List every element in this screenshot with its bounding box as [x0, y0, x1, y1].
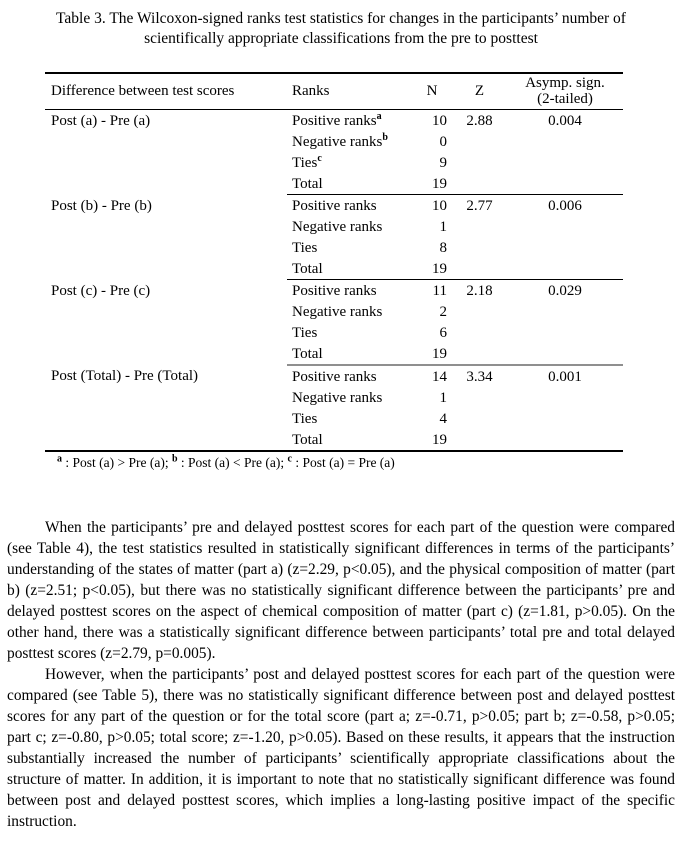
z-cell — [452, 322, 507, 343]
z-cell: 2.88 — [466, 112, 493, 129]
n-cell: 4 — [439, 410, 447, 427]
n-cell: 8 — [439, 239, 447, 256]
table-row — [45, 195, 623, 217]
z-cell: 2.18 — [452, 280, 507, 302]
n-cell: 19 — [432, 175, 447, 192]
rank-cell — [287, 280, 412, 302]
sig-cell — [507, 429, 623, 451]
sig-cell — [507, 152, 623, 173]
footnote-marker: b — [171, 453, 178, 465]
rank-cell — [287, 131, 412, 152]
footnote-marker: a — [376, 110, 382, 122]
sig-cell: 0.004 — [548, 112, 582, 129]
rank-cell — [287, 173, 412, 195]
sig-cell: 0.001 — [507, 365, 623, 387]
sig-cell: 0.006 — [507, 195, 623, 217]
z-cell — [452, 258, 507, 280]
z-cell — [452, 408, 507, 429]
wilcoxon-table — [45, 72, 623, 452]
footnote-marker: b — [382, 131, 388, 143]
table-row — [45, 365, 623, 387]
col-header-asymp-line-1: Asymp. sign. — [525, 75, 605, 91]
z-cell — [452, 429, 507, 451]
rank-label: Total — [292, 345, 323, 362]
footnote-text: : Post (a) < Pre (a); — [177, 455, 288, 470]
footnote-text: : Post (a) > Pre (a); — [62, 455, 172, 470]
col-header-asymp-line-2: (2-tailed) — [537, 91, 593, 107]
n-cell: 1 — [439, 389, 447, 406]
rank-cell — [287, 301, 412, 322]
rank-cell — [287, 387, 412, 408]
sig-cell: 0.029 — [507, 280, 623, 302]
z-cell — [452, 173, 507, 195]
rank-cell — [287, 408, 412, 429]
table-header-row — [45, 73, 623, 110]
sig-cell — [507, 258, 623, 280]
difference-cell: Post (a) - Pre (a) — [51, 113, 151, 129]
z-cell: 2.77 — [452, 195, 507, 217]
rank-cell — [287, 216, 412, 237]
n-cell: 19 — [432, 431, 447, 448]
n-cell: 2 — [439, 303, 447, 320]
z-cell — [452, 237, 507, 258]
n-cell: 14 — [412, 365, 452, 387]
rank-label: Negative ranks — [292, 218, 383, 235]
rank-cell — [287, 365, 412, 387]
table-caption — [0, 0, 682, 49]
col-header-ranks: Ranks — [287, 73, 412, 110]
n-cell: 9 — [439, 154, 447, 171]
caption-line-2: scientifically appropriate classifications from the pre to posttest — [144, 30, 538, 47]
n-cell: 10 — [432, 112, 447, 129]
rank-label: Negative ranks — [292, 133, 383, 150]
sig-cell — [507, 131, 623, 152]
col-header-n: N — [412, 73, 452, 110]
sig-cell — [507, 322, 623, 343]
rank-cell — [287, 429, 412, 451]
z-cell: 3.34 — [452, 365, 507, 387]
col-header-asymp-sign — [507, 73, 623, 110]
sig-cell — [507, 387, 623, 408]
footnote-marker: c — [287, 453, 292, 465]
col-header-z: Z — [452, 73, 507, 110]
n-cell: 19 — [432, 345, 447, 362]
rank-label: Ties — [292, 239, 318, 256]
z-cell — [452, 387, 507, 408]
rank-label: Ties — [292, 410, 318, 427]
rank-cell — [287, 258, 412, 280]
body-text — [7, 517, 675, 832]
rank-label: Negative ranks — [292, 389, 383, 406]
sig-cell — [507, 343, 623, 365]
rank-label: Ties — [292, 324, 318, 341]
sig-cell — [507, 301, 623, 322]
z-cell — [452, 343, 507, 365]
n-cell: 1 — [439, 218, 447, 235]
z-cell — [452, 152, 507, 173]
sig-cell — [507, 216, 623, 237]
footnote-text: : Post (a) = Pre (a) — [291, 455, 395, 470]
footnote-marker: a — [57, 453, 62, 465]
difference-cell: Post (Total) - Pre (Total) — [51, 368, 199, 384]
difference-cell: Post (c) - Pre (c) — [51, 282, 151, 299]
rank-cell — [287, 195, 412, 217]
col-header-difference: Difference between test scores — [45, 73, 287, 110]
table-footnote — [57, 454, 682, 471]
sig-cell — [507, 237, 623, 258]
paragraph-delayed-posttest: When the participants’ pre and delayed posttest scores for each part of the question were compared (see Table 4), the test statistics resulted in statistically significant differences in terms of the participants’ understanding of the states of matter (part a) (z=2.29, p<0.05), and the physical composition of matter (part b) (z=2.51; p<0.05), but there was no statistically significant difference between the participants’ pre and delayed posttest scores on the aspect of chemical composition of matter (part c) (z=1.81, p>0.05). On the other hand, there was a statistically significant difference between participants’ total pre and total delayed posttest scores (z=2.79, p=0.005). — [7, 519, 675, 662]
rank-label: Total — [292, 431, 323, 448]
z-cell — [452, 301, 507, 322]
rank-label: Positive ranks — [292, 197, 377, 214]
rank-label: Total — [292, 175, 323, 192]
table-row — [45, 110, 623, 132]
sig-cell — [507, 408, 623, 429]
rank-cell — [287, 343, 412, 365]
caption-line-1: Table 3. The Wilcoxon-signed ranks test statistics for changes in the participants’ number of — [56, 10, 626, 27]
rank-label: Total — [292, 260, 323, 277]
rank-cell — [287, 110, 412, 132]
n-cell: 19 — [432, 260, 447, 277]
n-cell: 10 — [412, 195, 452, 217]
difference-cell: Post (b) - Pre (b) — [51, 197, 152, 214]
rank-label: Negative ranks — [292, 303, 383, 320]
rank-cell — [287, 237, 412, 258]
footnote-marker: c — [317, 152, 322, 164]
n-cell: 6 — [439, 324, 447, 341]
rank-cell — [287, 152, 412, 173]
z-cell — [452, 131, 507, 152]
rank-label: Positive ranks — [292, 112, 377, 129]
sig-cell — [507, 173, 623, 195]
paragraph-post-vs-delayed: However, when the participants’ post and delayed posttest scores for each part of the question were compared (see Table 5), there was no statistically significant difference between post and delayed posttest scores for any part of the question or for the total score (part a; z=-0.71, p>0.05; part b; z=-0.58, p>0.05; part c; z=-0.80, p>0.05; total score; z=-1.20, p>0.05). Based on these results, it appears that the instruction substantially increased the number of participants’ scientifically appropriate classifications about the structure of matter. In addition, it is important to note that no statistically significant difference was found between post and delayed posttest scores, which implies a long-lasting positive impact of the specific instruction. — [7, 666, 675, 830]
n-cell: 0 — [439, 133, 447, 150]
z-cell — [452, 216, 507, 237]
rank-label: Positive ranks — [292, 368, 377, 385]
table-row — [45, 280, 623, 302]
rank-cell — [287, 322, 412, 343]
rank-label: Positive ranks — [292, 282, 377, 299]
n-cell: 11 — [412, 280, 452, 302]
rank-label: Ties — [292, 154, 318, 171]
